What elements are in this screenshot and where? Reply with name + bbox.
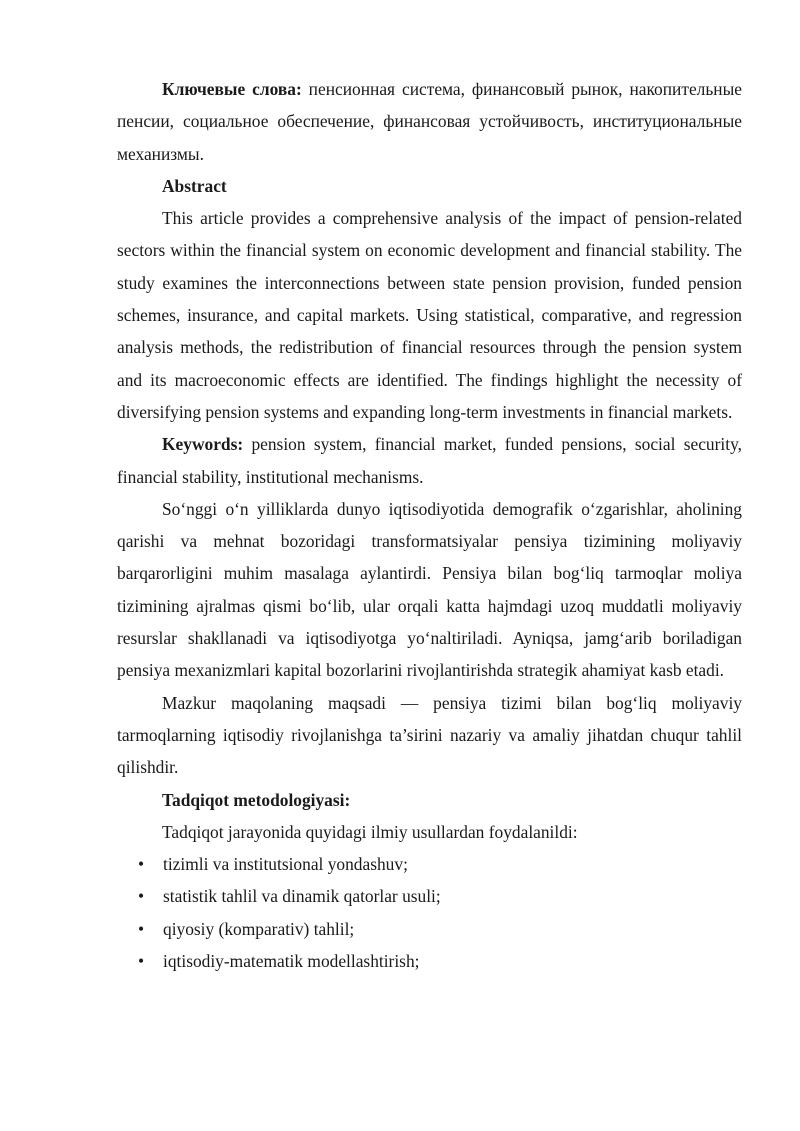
list-item-text: statistik tahlil va dinamik qatorlar usuli; (163, 886, 441, 907)
list-item-text: iqtisodiy-matematik modellashtirish; (163, 951, 420, 972)
en-keywords-label: Keywords: (162, 434, 244, 455)
en-keywords-text: pension system, financial market, funded pensions, social security, financial stability, institutional mechanisms. (117, 434, 742, 487)
intro-paragraph-1: So‘nggi o‘n yilliklarda dunyo iqtisodiyotida demografik o‘zgarishlar, aholining qarishi va mehnat bozoridagi transformatsiyalar pensiya tizimining moliyaviy barqarorligini muhim masalaga aylantirdi. Pensiya bilan bog‘liq tarmoqlar moliya tizimining ajralmas qismi bo‘lib, ular orqali katta hajmdagi uzoq muddatli moliyaviy resurslar shakllanadi va iqtisodiyotga yo‘naltiriladi. Ayniqsa, jamg‘arib boriladigan pensiya mexanizmlari kapital bozorlarini rivojlantirishda strategik ahamiyat kasb etadi. (117, 498, 742, 681)
document-page (117, 73, 742, 977)
bullet-icon: • (138, 918, 145, 939)
methodology-heading: Tadqiqot metodologiyasi: (162, 789, 351, 810)
list-item (117, 945, 742, 977)
bullet-icon: • (138, 951, 145, 972)
methodology-intro: Tadqiqot jarayonida quyidagi ilmiy usullardan foydalanildi: (162, 821, 578, 842)
bullet-icon: • (138, 854, 145, 875)
list-item-text: qiyosiy (komparativ) tahlil; (163, 918, 355, 939)
methods-list (117, 848, 742, 977)
ru-keywords-text: пенсионная система, финансовый рынок, накопительные пенсии, социальное обеспечение, финансовая устойчивость, институциональные механизмы. (117, 79, 742, 164)
en-keywords-paragraph (117, 428, 742, 493)
intro-paragraph-2: Mazkur maqolaning maqsadi — pensiya tizimi bilan bog‘liq moliyaviy tarmoqlarning iqtisodiy rivojlanishga ta’sirini nazariy va amaliy jihatdan chuqur tahlil qilishdir. (117, 692, 742, 778)
list-item-text: tizimli va institutsional yondashuv; (163, 854, 408, 875)
list-item (117, 848, 742, 880)
ru-keywords-paragraph (117, 73, 742, 170)
bullet-icon: • (138, 886, 145, 907)
abstract-heading: Abstract (162, 175, 227, 196)
abstract-paragraph: This article provides a comprehensive analysis of the impact of pension-related sectors within the financial system on economic development and financial stability. The study examines the interconnections between state pension provision, funded pension schemes, insurance, and capital markets. Using statistical, comparative, and regression analysis methods, the redistribution of financial resources through the pension system and its macroeconomic effects are identified. The findings highlight the necessity of diversifying pension systems and expanding long-term investments in financial markets. (117, 208, 742, 422)
list-item (117, 913, 742, 945)
list-item (117, 880, 742, 912)
ru-keywords-label: Ключевые слова: (162, 79, 302, 99)
